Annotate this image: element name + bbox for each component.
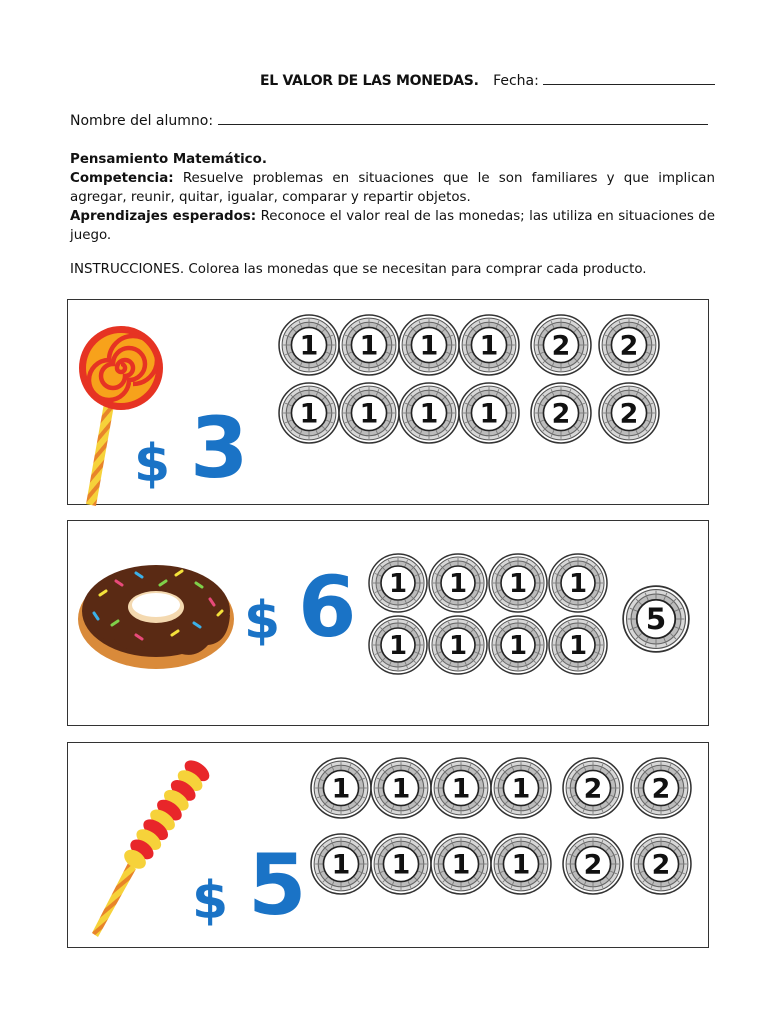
coin-value-label: 1: [391, 773, 411, 805]
coin-value-label: 2: [619, 330, 639, 362]
coin-value-label: 1: [419, 398, 439, 430]
aprendizajes-text: Reconoce el valor real de las monedas; las utiliza en situaciones de juego.: [70, 209, 715, 243]
exercise-panel-1: [67, 299, 709, 505]
exercise-panel-2: [67, 520, 709, 726]
coin-value-label: 2: [619, 398, 639, 430]
coin-value-label: 1: [511, 773, 531, 805]
coin-value-label: 1: [451, 773, 471, 805]
competencia-text: Resuelve problemas en situaciones que le son familiares y que implican agregar, reunir, quitar, igualar, comparar y repartir objetos.: [70, 171, 715, 205]
coin-value-label: 1: [359, 330, 379, 362]
coin-value-label: 1: [299, 330, 319, 362]
coin-1-icon[interactable]: [490, 833, 552, 895]
coin-2-icon[interactable]: [530, 314, 592, 376]
coin-1-icon[interactable]: [278, 382, 340, 444]
coin-value-label: 2: [551, 398, 571, 430]
price-value: 5: [248, 836, 307, 934]
coin-value-label: 1: [391, 849, 411, 881]
coin-1-icon[interactable]: [430, 833, 492, 895]
info-block: [70, 150, 715, 245]
student-name-label: Nombre del alumno:: [70, 113, 214, 129]
currency-sign: $: [134, 434, 171, 494]
coin-value-label: 1: [448, 631, 468, 661]
coin-1-icon[interactable]: [310, 757, 372, 819]
coin-2-icon[interactable]: [562, 833, 624, 895]
coin-1-icon[interactable]: [458, 382, 520, 444]
coin-5-icon[interactable]: [622, 585, 690, 653]
coin-1-icon[interactable]: [398, 382, 460, 444]
coin-value-label: 2: [651, 849, 671, 881]
coin-1-icon[interactable]: [548, 615, 608, 675]
coin-1-icon[interactable]: [458, 314, 520, 376]
coin-value-label: 2: [651, 773, 671, 805]
coin-1-icon[interactable]: [430, 757, 492, 819]
coin-1-icon[interactable]: [278, 314, 340, 376]
coin-1-icon[interactable]: [490, 757, 552, 819]
coin-2-icon[interactable]: [630, 833, 692, 895]
coin-value-label: 5: [645, 602, 667, 637]
coin-1-icon[interactable]: [370, 833, 432, 895]
coin-value-label: 1: [448, 569, 468, 599]
coin-value-label: 1: [568, 569, 588, 599]
competencia-label: Competencia:: [70, 171, 174, 186]
coin-value-label: 1: [331, 773, 351, 805]
coin-2-icon[interactable]: [562, 757, 624, 819]
coin-value-label: 2: [551, 330, 571, 362]
coin-1-icon[interactable]: [310, 833, 372, 895]
instructions-text: . Colorea las monedas que se necesitan para comprar cada producto.: [179, 262, 647, 277]
coin-1-icon[interactable]: [488, 615, 548, 675]
coin-1-icon[interactable]: [398, 314, 460, 376]
coin-value-label: 1: [451, 849, 471, 881]
coin-value-label: 2: [583, 849, 603, 881]
exercise-panel-3: [67, 742, 709, 948]
coin-1-icon[interactable]: [370, 757, 432, 819]
coin-1-icon[interactable]: [548, 553, 608, 613]
coin-value-label: 2: [583, 773, 603, 805]
coin-value-label: 1: [359, 398, 379, 430]
coin-2-icon[interactable]: [598, 314, 660, 376]
coin-value-label: 1: [479, 398, 499, 430]
coin-1-icon[interactable]: [488, 553, 548, 613]
coin-2-icon[interactable]: [630, 757, 692, 819]
worksheet-title: EL VALOR DE LAS MONEDAS.: [260, 73, 479, 89]
coin-value-label: 1: [388, 631, 408, 661]
coin-value-label: 1: [419, 330, 439, 362]
coin-value-label: 1: [479, 330, 499, 362]
currency-sign: $: [192, 871, 229, 931]
coin-2-icon[interactable]: [530, 382, 592, 444]
instructions-label: INSTRUCCIONES: [70, 262, 180, 277]
coin-1-icon[interactable]: [428, 615, 488, 675]
coin-2-icon[interactable]: [598, 382, 660, 444]
date-label: Fecha:: [493, 73, 539, 89]
coin-1-icon[interactable]: [338, 314, 400, 376]
coin-value-label: 1: [568, 631, 588, 661]
aprendizajes-label: Aprendizajes esperados:: [70, 209, 257, 224]
student-name-blank-line[interactable]: [218, 112, 708, 125]
coin-value-label: 1: [331, 849, 351, 881]
coin-value-label: 1: [508, 631, 528, 661]
price-value: 6: [298, 558, 357, 656]
currency-sign: $: [244, 591, 281, 651]
coin-1-icon[interactable]: [428, 553, 488, 613]
date-blank-line[interactable]: [543, 72, 715, 85]
student-name-line: [70, 112, 708, 129]
coin-value-label: 1: [388, 569, 408, 599]
coin-value-label: 1: [299, 398, 319, 430]
price-value: 3: [190, 399, 249, 497]
instructions-line: [70, 262, 647, 277]
coin-value-label: 1: [508, 569, 528, 599]
donut-icon: [76, 555, 236, 671]
coin-1-icon[interactable]: [338, 382, 400, 444]
coin-1-icon[interactable]: [368, 615, 428, 675]
worksheet-title-line: [260, 72, 715, 89]
subject-heading: Pensamiento Matemático.: [70, 152, 267, 167]
coin-value-label: 1: [511, 849, 531, 881]
coin-1-icon[interactable]: [368, 553, 428, 613]
